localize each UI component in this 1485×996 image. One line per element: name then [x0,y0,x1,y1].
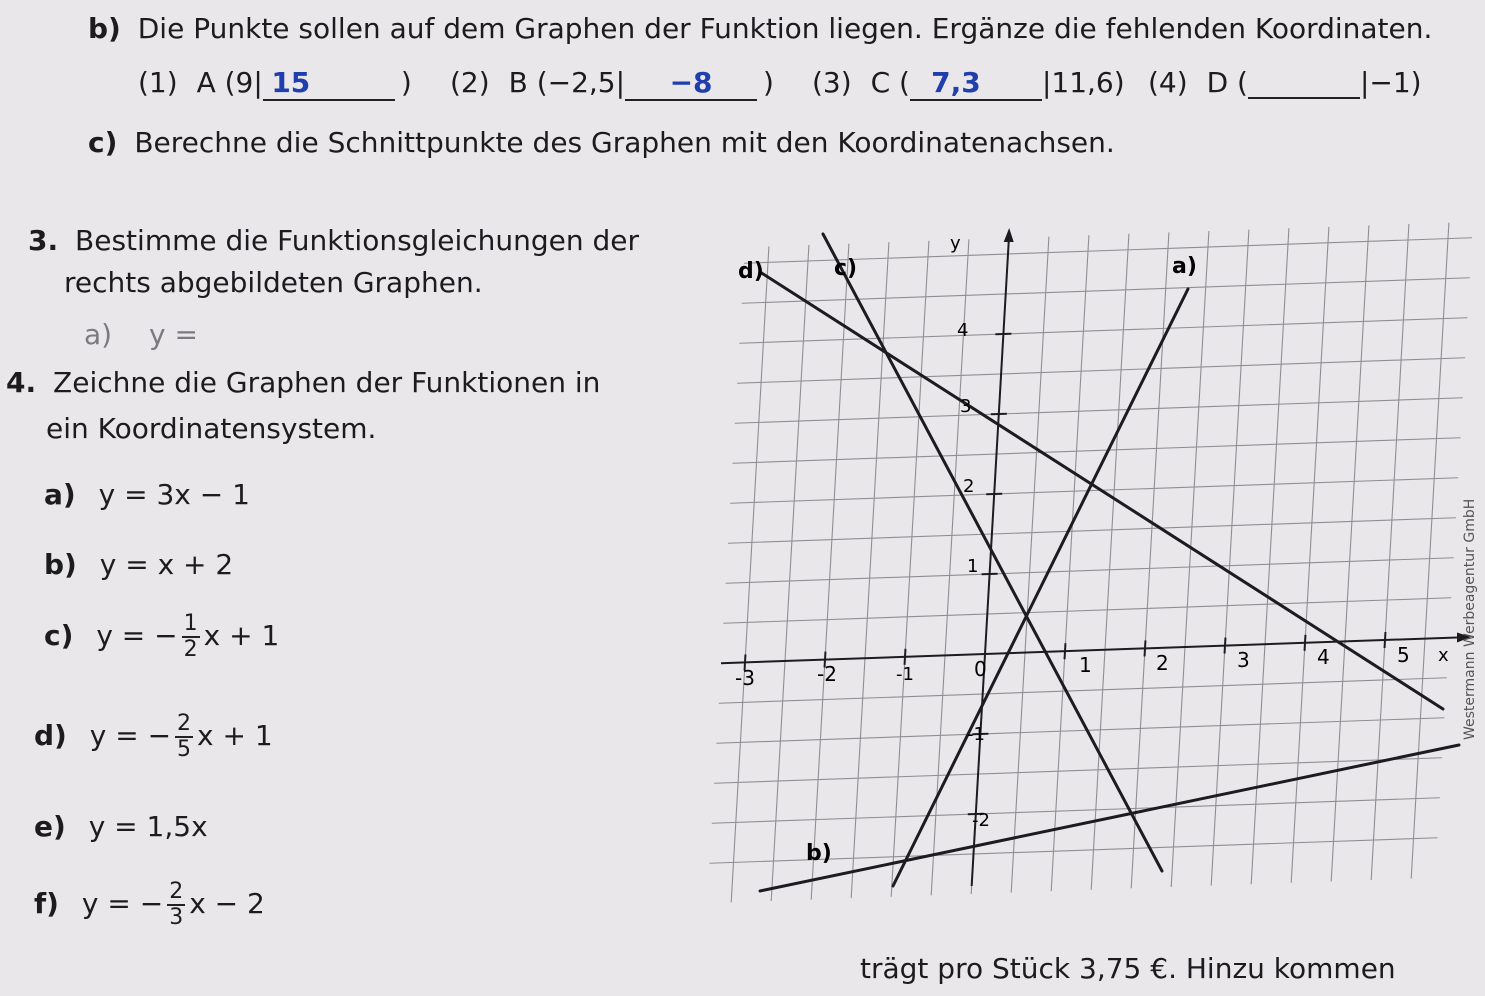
line-label-c: c) [834,256,858,281]
line-label-a: a) [1172,254,1197,279]
grid-line-vertical [1091,234,1129,890]
grid-line-horizontal [712,798,1440,823]
item-number: (1) [138,66,178,99]
publisher-side-text: Westermann Werbeagentur GmbH [1462,498,1478,740]
grid-line-vertical [1011,237,1049,893]
graph-line-d [760,272,1443,709]
y-tick-label: -1 [967,724,985,745]
function-label: a) [44,478,76,511]
x-tick-label: 0 [974,657,987,681]
grid-line-vertical [1211,230,1249,886]
x-tick-label: -3 [735,666,755,690]
grid-line-horizontal [726,558,1454,583]
grid-line-vertical [851,242,889,898]
item-number: (2) [450,66,490,99]
x-tick-label: -1 [896,664,914,685]
function-formula-start: y = − [89,719,172,752]
item-close: |−1) [1359,66,1422,99]
x-axis-label: x [1438,645,1449,666]
x-tick [905,649,906,665]
grid-line-horizontal [739,318,1467,343]
task-4-line1: Zeichne die Graphen der Funktionen in [53,366,601,399]
item-number: (3) [812,66,852,99]
item-point: D ( [1206,66,1248,99]
grid-line-vertical [1371,224,1409,880]
grid-line-horizontal [735,398,1463,423]
x-tick-label: 2 [1156,651,1169,675]
function-formula-start: y = − [81,887,164,920]
grid-line-horizontal [733,438,1461,463]
handwritten-answer: −8 [669,66,713,99]
y-tick-label: 1 [967,556,979,577]
function-formula-end: x + 1 [197,719,273,752]
y-axis-arrow [1004,228,1014,242]
item-point: A (9| [196,66,263,99]
task-c-text: Berechne die Schnittpunkte des Graphen mit den Koordinatenachsen. [134,126,1115,159]
function-formula-start: y = − [96,619,178,652]
task-b-text: Die Punkte sollen auf dem Graphen der Funktion liegen. Ergänze die fehlenden Koordinaten. [137,12,1433,45]
grid-line-vertical [811,244,849,900]
fraction-numerator: 1 [183,611,198,636]
task-4-line2: ein Koordinatensystem. [46,412,377,445]
function-label: c) [44,619,74,652]
fraction-denominator: 2 [183,637,198,662]
x-tick-label: -2 [817,662,837,686]
function-formula: y = 3x − 1 [98,478,250,511]
function-label: f) [34,887,59,920]
handwritten-answer: 7,3 [931,66,981,99]
y-tick [982,574,998,575]
function-formula-end: x + 1 [203,619,280,652]
grid [710,223,1473,903]
x-tick-label: 5 [1397,643,1410,667]
item-point: C ( [870,66,910,99]
axes [721,228,1471,886]
item-point: B (−2,5| [508,66,626,99]
grid-line-vertical [1051,235,1089,891]
x-tick-label: 1 [1079,653,1092,677]
task-3-line1: Bestimme die Funktionsgleichungen der [75,224,640,257]
item-close: |11,6) [1041,66,1125,99]
item-number: (4) [1148,66,1188,99]
x-tick [1305,635,1306,651]
item-close: ) [400,66,412,99]
x-tick [1225,638,1226,654]
task-b-label: b) [88,12,121,45]
y-tick-label: 4 [957,320,969,341]
fraction-numerator: 2 [177,711,192,736]
function-label: e) [34,810,66,843]
y-tick [986,494,1002,495]
x-tick [1145,640,1146,656]
x-tick-label: 4 [1317,645,1330,669]
grid-line-vertical [1291,227,1329,883]
grid-line-vertical [891,241,929,897]
handwritten-note-text: y = [149,318,198,351]
handwritten-note-label: a) [84,318,113,351]
line-label-d: d) [738,259,764,284]
function-formula: y = x + 2 [99,548,234,581]
fraction-denominator: 3 [169,905,184,930]
y-tick [995,334,1011,335]
x-tick [1065,643,1066,659]
y-axis-label: y [950,233,961,254]
grid-line-vertical [771,245,809,901]
graph-line-c [823,234,1162,871]
x-tick-label: 3 [1237,648,1250,672]
function-label: d) [34,719,67,752]
task-3-label: 3. [28,224,59,257]
y-tick [991,414,1007,415]
handwritten-answer: 15 [271,66,311,99]
grid-line-horizontal [723,598,1451,623]
item-close: ) [763,66,774,99]
function-formula: y = 1,5x [88,810,208,843]
grid-line-vertical [1411,223,1449,879]
grid-line-vertical [1331,225,1369,881]
grid-line-vertical [1171,231,1209,887]
grid-line-horizontal [737,358,1465,383]
y-tick-label: -2 [972,810,990,831]
line-label-b: b) [806,841,832,866]
fraction-numerator: 2 [169,879,184,904]
grid-line-vertical [1131,232,1169,888]
fraction-denominator: 5 [177,737,192,762]
y-tick-label: 2 [963,476,975,497]
task-c-label: c) [88,126,118,159]
function-formula-end: x − 2 [189,887,265,920]
footer-text: trägt pro Stück 3,75 €. Hinzu kommen [860,952,1396,985]
function-label: b) [44,548,77,581]
x-tick [1385,632,1386,648]
grid-line-vertical [731,246,769,902]
grid-line-horizontal [742,278,1470,303]
task-4-label: 4. [6,366,37,399]
task-3-line2: rechts abgebildeten Graphen. [64,266,483,299]
y-tick-label: 3 [960,396,972,417]
grid-line-horizontal [728,518,1456,543]
grid-line-horizontal [716,718,1444,743]
